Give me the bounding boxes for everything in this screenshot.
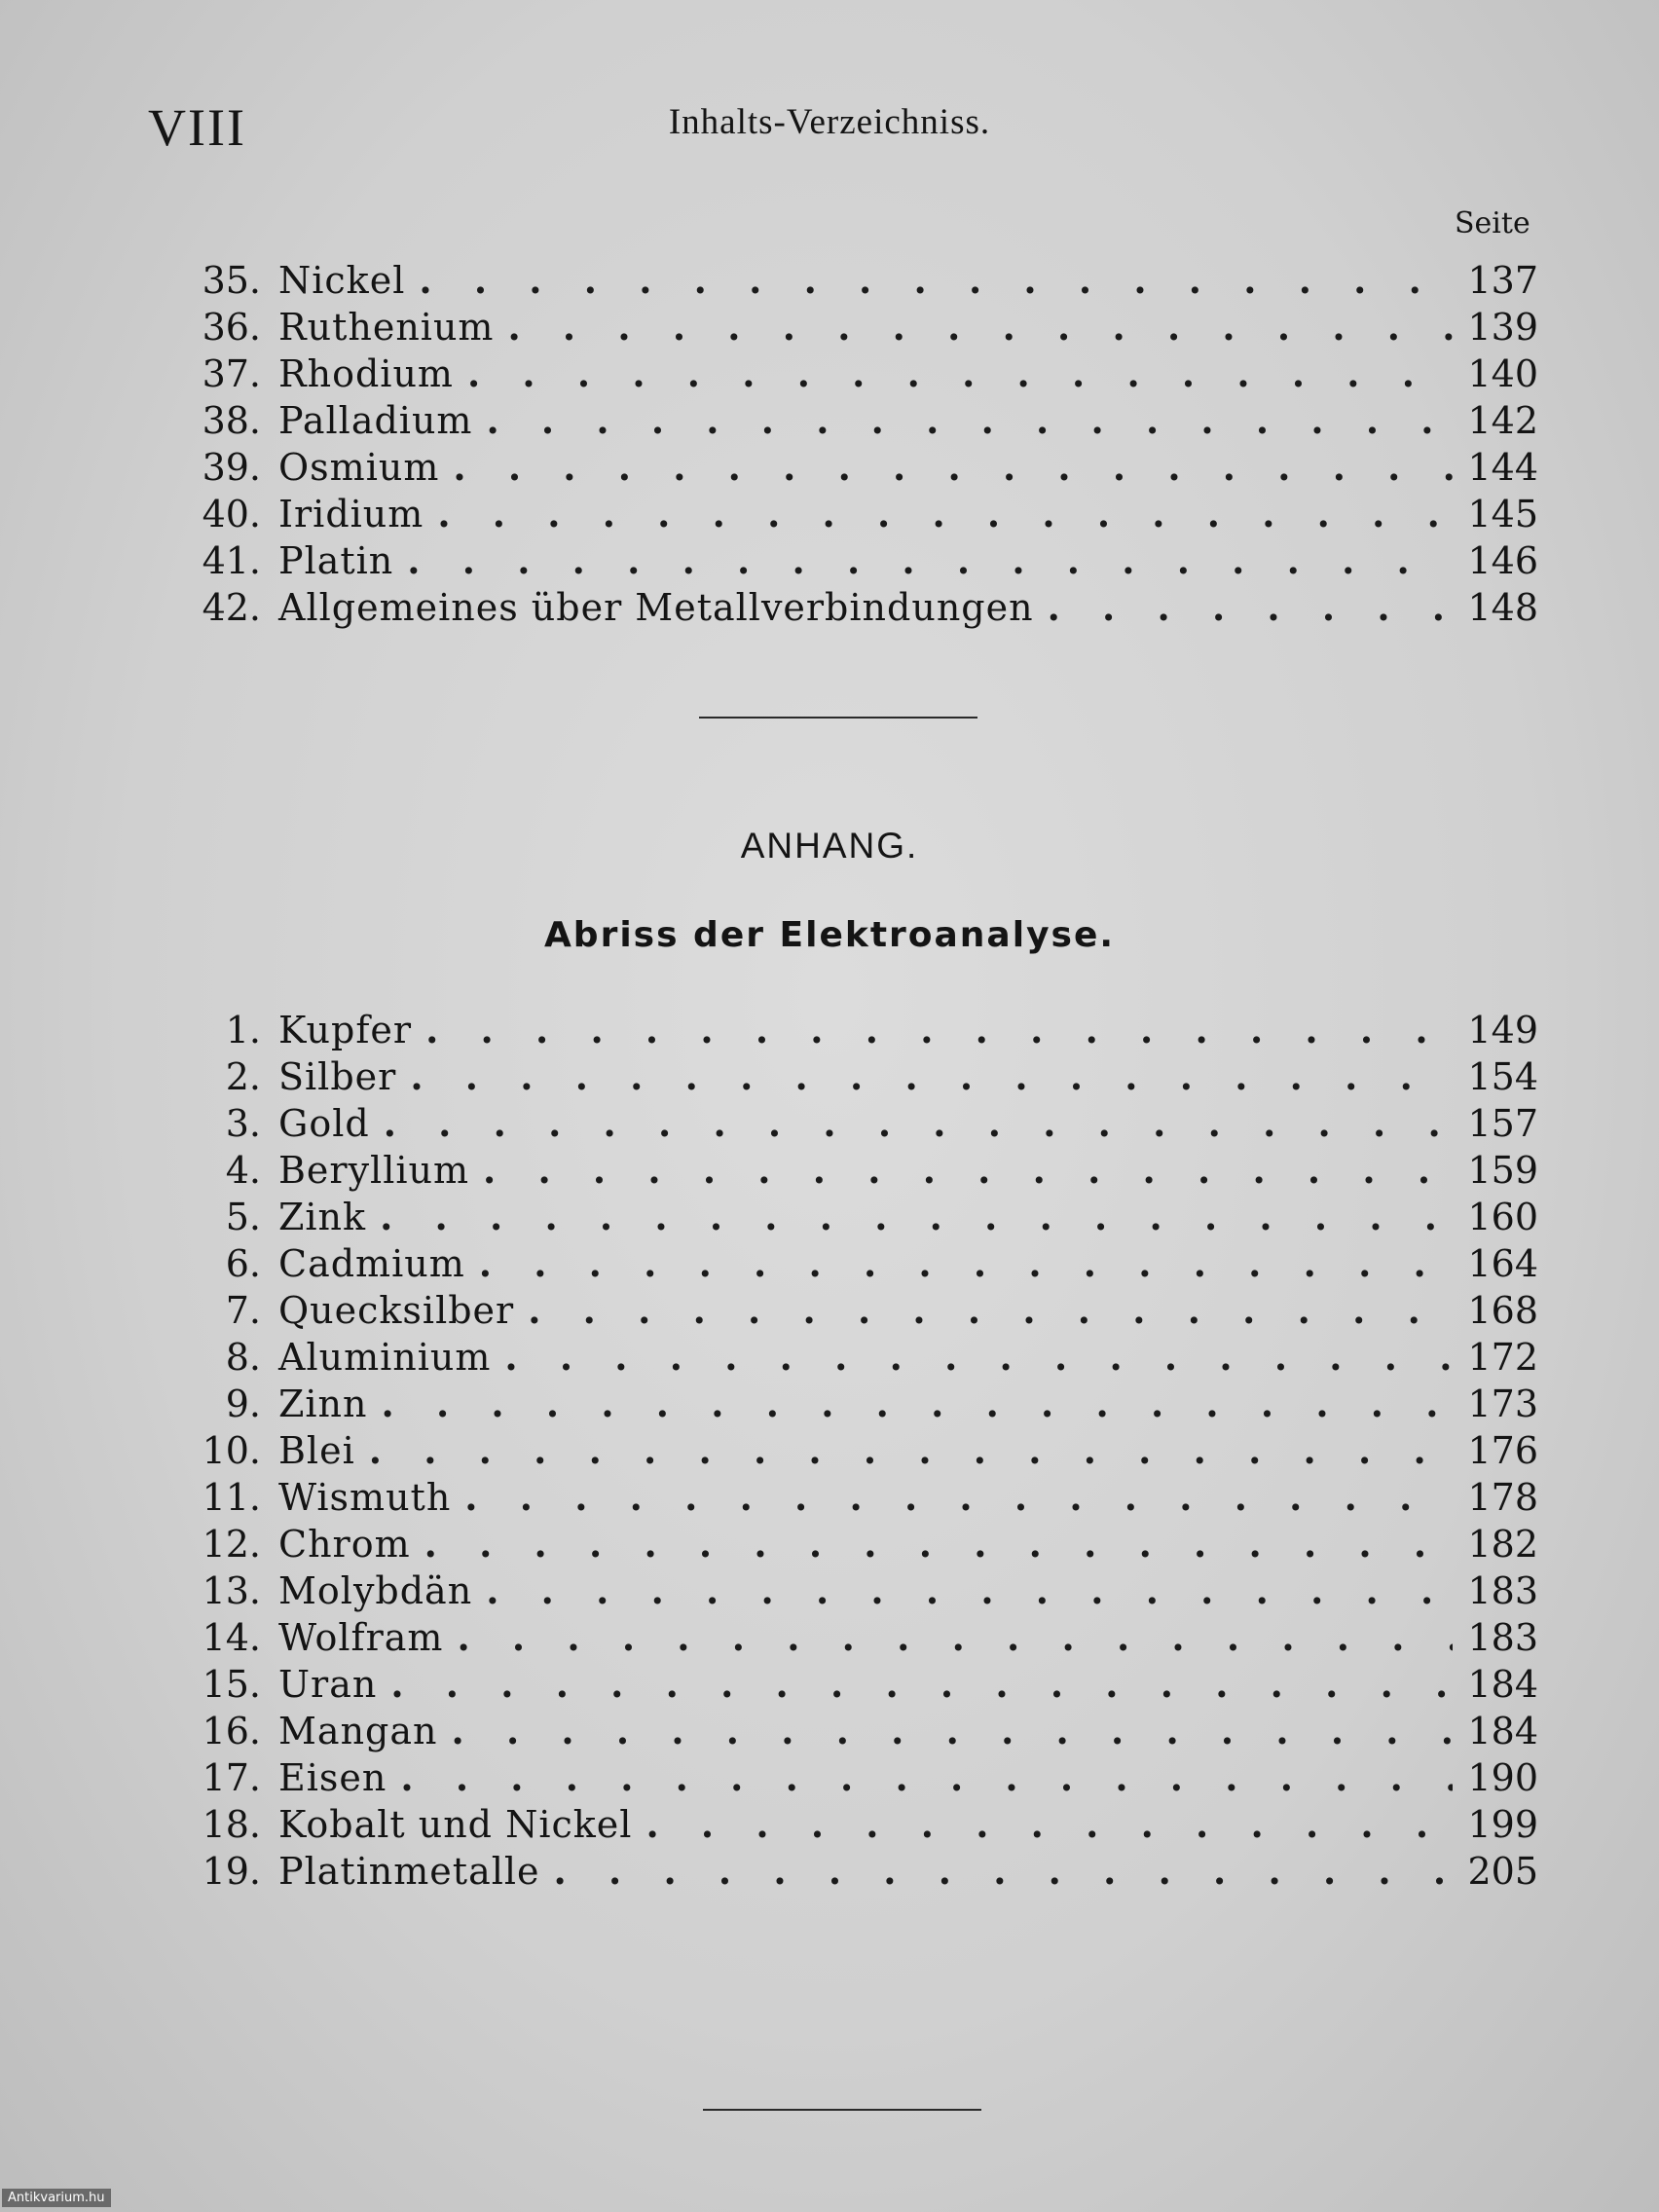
entry-number: 8. xyxy=(225,1336,261,1379)
entry-page: 183 xyxy=(1467,1616,1538,1659)
entry-number: 7. xyxy=(225,1289,261,1332)
entry-number: 4. xyxy=(225,1149,261,1192)
toc-section-appendix xyxy=(185,1007,1538,1895)
entry-title: Rhodium xyxy=(278,352,454,395)
entry-page: 183 xyxy=(1467,1569,1538,1612)
entry-number: 14. xyxy=(202,1616,261,1659)
dot-leader xyxy=(419,257,1453,304)
entry-number: 6. xyxy=(225,1242,261,1285)
entry-page: 182 xyxy=(1467,1523,1538,1566)
entry-title: Platin xyxy=(278,539,394,582)
entry-title: Cadmium xyxy=(278,1242,465,1285)
toc-entry xyxy=(185,491,1538,537)
entry-page: 154 xyxy=(1467,1055,1538,1098)
entry-number: 5. xyxy=(225,1196,261,1238)
dot-leader xyxy=(407,537,1453,584)
entry-number: 11. xyxy=(202,1476,261,1519)
toc-entry xyxy=(185,1427,1538,1474)
entry-page: 199 xyxy=(1467,1803,1538,1846)
entry-page: 148 xyxy=(1467,586,1538,629)
page-number: VIII xyxy=(148,98,246,157)
end-divider xyxy=(703,2109,981,2111)
toc-entry xyxy=(185,1007,1538,1053)
entry-number: 35. xyxy=(202,259,261,302)
entry-page: 159 xyxy=(1467,1149,1538,1192)
dot-leader xyxy=(467,350,1453,397)
entry-title: Nickel xyxy=(278,259,406,302)
toc-entry xyxy=(185,1147,1538,1194)
dot-leader xyxy=(457,1614,1453,1661)
dot-leader xyxy=(452,1708,1454,1754)
dot-leader xyxy=(382,1381,1453,1427)
dot-leader xyxy=(554,1848,1453,1895)
entry-title: Palladium xyxy=(278,399,473,442)
entry-number: 41. xyxy=(202,539,261,582)
entry-number: 40. xyxy=(202,493,261,535)
entry-page: 173 xyxy=(1467,1382,1538,1425)
dot-leader xyxy=(390,1661,1453,1708)
toc-entry xyxy=(185,1100,1538,1147)
entry-page: 137 xyxy=(1467,259,1538,302)
toc-entry xyxy=(185,1614,1538,1661)
page-title: Inhalts-Verzeichniss. xyxy=(668,102,991,142)
entry-title: Osmium xyxy=(278,446,440,489)
entry-number: 10. xyxy=(202,1429,261,1472)
toc-entry xyxy=(185,397,1538,444)
dot-leader xyxy=(384,1100,1453,1147)
entry-page: 184 xyxy=(1467,1710,1538,1752)
entry-page: 146 xyxy=(1467,539,1538,582)
entry-title: Kupfer xyxy=(278,1009,413,1051)
toc-entry xyxy=(185,1754,1538,1801)
entry-page: 172 xyxy=(1467,1336,1538,1379)
toc-entry xyxy=(185,1801,1538,1848)
dot-leader xyxy=(369,1427,1453,1474)
toc-entry xyxy=(185,1661,1538,1708)
entry-number: 9. xyxy=(225,1382,261,1425)
toc-entry xyxy=(185,1053,1538,1100)
toc-entry xyxy=(185,1240,1538,1287)
entry-page: 205 xyxy=(1467,1850,1538,1893)
entry-page: 142 xyxy=(1467,399,1538,442)
entry-title: Allgemeines über Metallverbindungen xyxy=(278,586,1034,629)
entry-number: 1. xyxy=(225,1009,261,1051)
dot-leader xyxy=(483,1147,1453,1194)
entry-number: 42. xyxy=(202,586,261,629)
entry-number: 39. xyxy=(202,446,261,489)
entry-number: 12. xyxy=(202,1523,261,1566)
dot-leader xyxy=(1048,584,1453,631)
toc-entry xyxy=(185,1708,1538,1754)
toc-entry xyxy=(185,1381,1538,1427)
toc-entry xyxy=(185,1194,1538,1240)
entry-title: Iridium xyxy=(278,493,424,535)
entry-title: Silber xyxy=(278,1055,397,1098)
dot-leader xyxy=(528,1287,1453,1334)
toc-section-main xyxy=(185,257,1538,631)
appendix-subtitle: Abriss der Elektroanalyse. xyxy=(543,915,1116,955)
entry-number: 13. xyxy=(202,1569,261,1612)
dot-leader xyxy=(486,1567,1453,1614)
toc-entry xyxy=(185,350,1538,397)
entry-number: 18. xyxy=(202,1803,261,1846)
entry-number: 17. xyxy=(202,1756,261,1799)
entry-page: 149 xyxy=(1467,1009,1538,1051)
dot-leader xyxy=(464,1474,1453,1521)
entry-title: Mangan xyxy=(278,1710,438,1752)
entry-page: 160 xyxy=(1467,1196,1538,1238)
entry-page: 140 xyxy=(1467,352,1538,395)
entry-number: 2. xyxy=(225,1055,261,1098)
appendix-heading: ANHANG. xyxy=(740,826,919,866)
entry-title: Kobalt und Nickel xyxy=(278,1803,633,1846)
dot-leader xyxy=(507,304,1453,350)
entry-page: 178 xyxy=(1467,1476,1538,1519)
toc-entry xyxy=(185,537,1538,584)
entry-number: 16. xyxy=(202,1710,261,1752)
entry-title: Quecksilber xyxy=(278,1289,515,1332)
dot-leader xyxy=(424,1521,1453,1567)
dot-leader xyxy=(453,444,1453,491)
toc-entry xyxy=(185,1287,1538,1334)
dot-leader xyxy=(479,1240,1453,1287)
toc-entry xyxy=(185,257,1538,304)
toc-entry xyxy=(185,584,1538,631)
entry-title: Platinmetalle xyxy=(278,1850,540,1893)
dot-leader xyxy=(425,1007,1453,1053)
toc-entry xyxy=(185,1521,1538,1567)
entry-page: 190 xyxy=(1467,1756,1538,1799)
dot-leader xyxy=(437,491,1453,537)
toc-entry xyxy=(185,1474,1538,1521)
entry-title: Aluminium xyxy=(278,1336,492,1379)
dot-leader xyxy=(645,1801,1453,1848)
dot-leader xyxy=(400,1754,1453,1801)
toc-entry xyxy=(185,1567,1538,1614)
entry-number: 38. xyxy=(202,399,261,442)
page-column-label: Seite xyxy=(1455,206,1530,240)
toc-entry xyxy=(185,1848,1538,1895)
entry-page: 144 xyxy=(1467,446,1538,489)
entry-title: Beryllium xyxy=(278,1149,470,1192)
entry-title: Wismuth xyxy=(278,1476,452,1519)
dot-leader xyxy=(410,1053,1453,1100)
toc-entry xyxy=(185,444,1538,491)
entry-page: 139 xyxy=(1467,306,1538,349)
entry-title: Blei xyxy=(278,1429,355,1472)
entry-page: 176 xyxy=(1467,1429,1538,1472)
toc-entry xyxy=(185,1334,1538,1381)
entry-page: 145 xyxy=(1467,493,1538,535)
entry-number: 36. xyxy=(202,306,261,349)
watermark: Antikvarium.hu xyxy=(2,2189,111,2207)
entry-number: 37. xyxy=(202,352,261,395)
entry-title: Wolfram xyxy=(278,1616,444,1659)
entry-number: 15. xyxy=(202,1663,261,1706)
entry-title: Zinn xyxy=(278,1382,368,1425)
entry-title: Eisen xyxy=(278,1756,387,1799)
toc-entry xyxy=(185,304,1538,350)
entry-number: 19. xyxy=(202,1850,261,1893)
entry-page: 184 xyxy=(1467,1663,1538,1706)
entry-title: Molybdän xyxy=(278,1569,473,1612)
entry-title: Zink xyxy=(278,1196,367,1238)
dot-leader xyxy=(486,397,1453,444)
entry-page: 168 xyxy=(1467,1289,1538,1332)
entry-number: 3. xyxy=(225,1102,261,1145)
dot-leader xyxy=(504,1334,1453,1381)
entry-title: Chrom xyxy=(278,1523,411,1566)
entry-title: Ruthenium xyxy=(278,306,495,349)
section-divider xyxy=(699,717,977,719)
entry-title: Uran xyxy=(278,1663,378,1706)
entry-title: Gold xyxy=(278,1102,370,1145)
dot-leader xyxy=(380,1194,1453,1240)
entry-page: 157 xyxy=(1467,1102,1538,1145)
entry-page: 164 xyxy=(1467,1242,1538,1285)
